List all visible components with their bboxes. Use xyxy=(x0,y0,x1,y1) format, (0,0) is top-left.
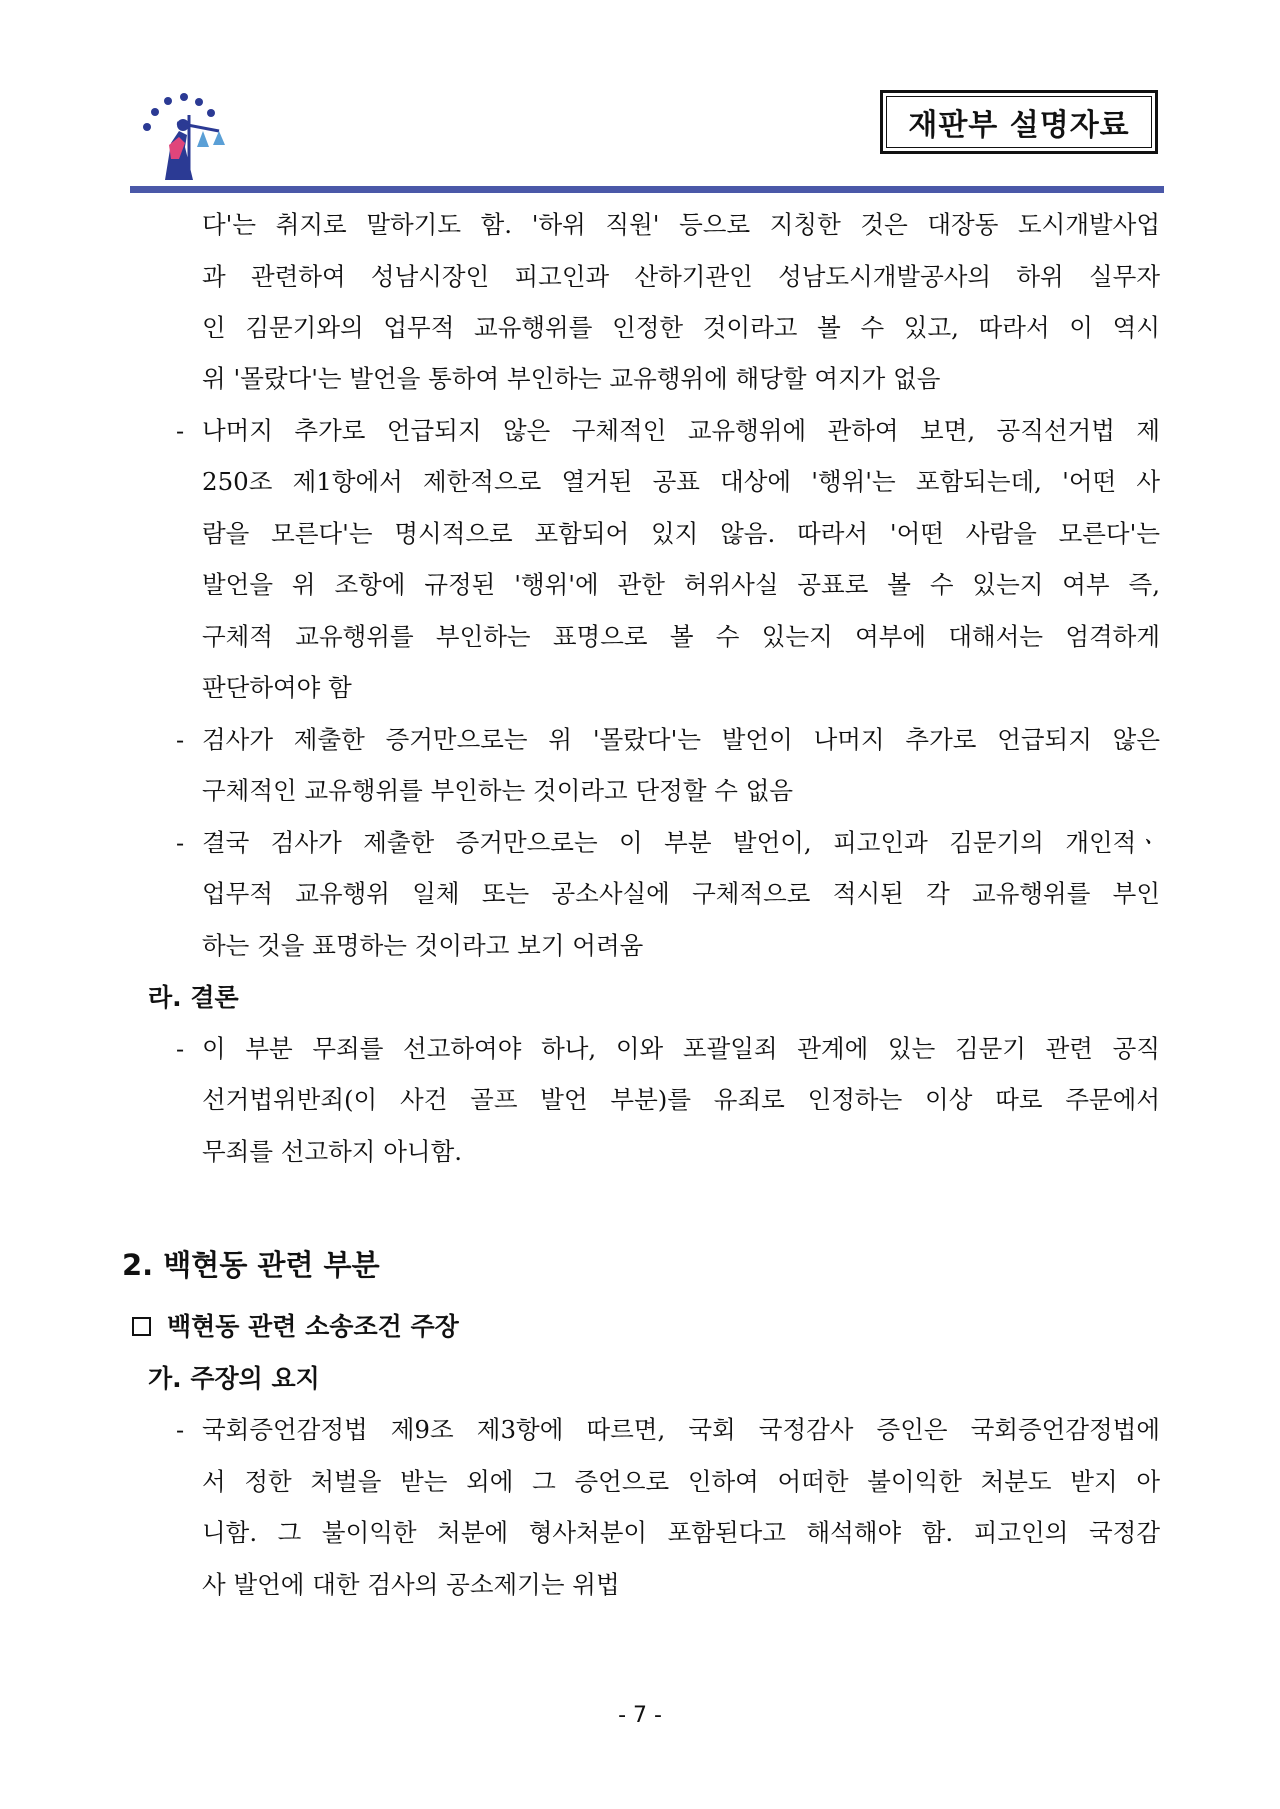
bullet-dash: - xyxy=(176,417,185,445)
body-line: 업무적 교유행위 일체 또는 공소사실에 구체적으로 적시된 각 교유행위를 부인 xyxy=(202,879,1160,908)
body-line: 250조 제1항에서 제한적으로 열거된 공표 대상에 '행위'는 포함되는데, '어떤 사 xyxy=(202,467,1160,496)
subheading-gist: 가. 주장의 요지 xyxy=(148,1364,320,1393)
body-line: 다'는 취지로 말하기도 함. '하위 직원' 등으로 지칭한 것은 대장동 도시개발사업 xyxy=(202,210,1160,239)
body-line: 서 정한 처벌을 받는 외에 그 증언으로 인하여 어떠한 불이익한 처분도 받지 아 xyxy=(202,1467,1160,1496)
body-line: 무죄를 선고하지 아니함. xyxy=(202,1137,463,1166)
header-rule xyxy=(130,186,1164,193)
body-line: 사 발언에 대한 검사의 공소제기는 위법 xyxy=(202,1570,620,1599)
body-line: 결국 검사가 제출한 증거만으로는 이 부분 발언이, 피고인과 김문기의 개인적ㆍ xyxy=(202,828,1160,857)
bullet-dash: - xyxy=(176,726,185,754)
body-line: 판단하여야 함 xyxy=(202,673,352,702)
bullet-dash: - xyxy=(176,829,185,857)
document-type-label xyxy=(880,90,1158,154)
body-line: 하는 것을 표명하는 것이라고 보기 어려움 xyxy=(202,931,644,960)
page-number: - 7 - xyxy=(618,1703,662,1728)
body-line: 인 김문기와의 업무적 교유행위를 인정한 것이라고 볼 수 있고, 따라서 이 역시 xyxy=(202,313,1160,342)
body-line: 이 부분 무죄를 선고하여야 하나, 이와 포괄일죄 관계에 있는 김문기 관련 공직 xyxy=(202,1034,1160,1063)
body-line: 검사가 제출한 증거만으로는 위 '몰랐다'는 발언이 나머지 추가로 언급되지 않은 xyxy=(202,725,1160,754)
checkbox-square-icon xyxy=(132,1317,151,1336)
body-line: 과 관련하여 성남시장인 피고인과 산하기관인 성남도시개발공사의 하위 실무자 xyxy=(202,262,1160,291)
box-item-heading xyxy=(132,1311,459,1343)
body-line: 나머지 추가로 언급되지 않은 구체적인 교유행위에 관하여 보면, 공직선거법 제 xyxy=(202,416,1160,445)
body-line: 발언을 위 조항에 규정된 '행위'에 관한 허위사실 공표로 볼 수 있는지 여부 즉, xyxy=(202,570,1160,599)
section-heading: 2. 백현동 관련 부분 xyxy=(122,1248,380,1282)
bullet-dash: - xyxy=(176,1035,185,1063)
body-line: 위 '몰랐다'는 발언을 통하여 부인하는 교유행위에 해당할 여지가 없음 xyxy=(202,364,941,393)
body-line: 구체적 교유행위를 부인하는 표명으로 볼 수 있는지 여부에 대해서는 엄격하게 xyxy=(202,622,1160,651)
court-logo xyxy=(127,85,242,183)
body-line: 선거법위반죄(이 사건 골프 발언 부분)를 유죄로 인정하는 이상 따로 주문에서 xyxy=(202,1085,1160,1114)
document-type-title: 재판부 설명자료 xyxy=(908,108,1130,143)
body-line: 람을 모른다'는 명시적으로 포함되어 있지 않음. 따라서 '어떤 사람을 모른다'는 xyxy=(202,519,1160,548)
body-line: 국회증언감정법 제9조 제3항에 따르면, 국회 국정감사 증인은 국회증언감정법에 xyxy=(202,1415,1160,1444)
body-line: 니함. 그 불이익한 처분에 형사처분이 포함된다고 해석해야 함. 피고인의 국정감 xyxy=(202,1518,1160,1547)
bullet-dash: - xyxy=(176,1416,185,1444)
subheading-conclusion: 라. 결론 xyxy=(148,983,239,1012)
body-line: 구체적인 교유행위를 부인하는 것이라고 단정할 수 없음 xyxy=(202,776,794,805)
box-item-label: 백현동 관련 소송조건 주장 xyxy=(167,1312,459,1341)
